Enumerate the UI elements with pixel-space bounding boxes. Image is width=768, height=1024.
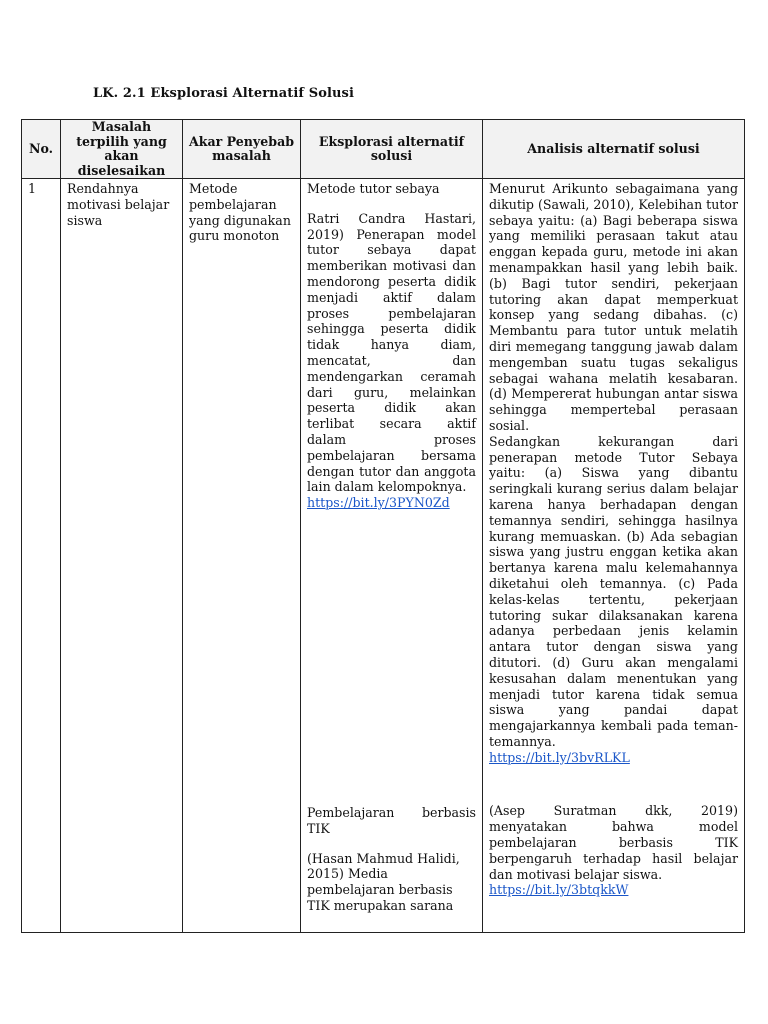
cell-masalah: Rendahnya motivasi belajar siswa: [61, 179, 183, 933]
analysis-link-1[interactable]: https://bit.ly/3bvRLKL: [489, 749, 630, 765]
header-akar: Akar Penyebab masalah: [183, 120, 301, 179]
analysis-weaknesses: Sedangkan kekurangan dari penerapan metode Tutor Sebaya yaitu: (a) Siswa yang dibantu seringkali kurang serius dalam belajar karena hanya berhadapan dengan temannya sendiri, sehingga hasilnya kurang memuaskan. (b) Ada sebagian siswa yang justru enggan ketika akan bertanya karena malu kelemahannya diketahui oleh temannya. (c) Pada kelas-kelas tertentu, pekerjaan tutoring sukar dilaksanakan karena adanya perbedaan jenis kelamin antara tutor dengan siswa yang ditutori. (d) Guru akan mengalami kesusahan dalam menentukan yang menjadi tutor karena tidak semua siswa yang pandai dapat mengajarkannya kembali pada teman-temannya.: [489, 433, 738, 749]
solution-a-body: Ratri Candra Hastari, 2019) Penerapan model tutor sebaya dapat memberikan motivasi dan mendorong peserta didik menjadi aktif dalam proses pembelajaran sehingga peserta didik tidak hanya diam, mencatat, dan mendengarkan ceramah dari guru, melainkan peserta didik akan terlibat secara aktif dalam proses pembelajaran bersama dengan tutor dan anggota lain dalam kelompoknya.: [307, 210, 476, 495]
header-masalah: Masalah terpilih yang akan diselesaikan: [61, 120, 183, 179]
analysis-tik: (Asep Suratman dkk, 2019) menyatakan bahwa model pembelajaran berbasis TIK berpengaruh terhadap hasil belajar dan motivasi belajar siswa.: [489, 803, 738, 882]
cell-no: 1: [22, 179, 61, 933]
solution-b-body: (Hasan Mahmud Halidi, 2015) Media pembelajaran berbasis TIK merupakan sarana: [307, 850, 460, 913]
header-analisis: Analisis alternatif solusi: [483, 120, 745, 179]
solution-a-link[interactable]: https://bit.ly/3PYN0Zd: [307, 495, 450, 511]
table-row: [22, 179, 745, 933]
header-no: No.: [22, 120, 61, 179]
cell-eksplorasi: [301, 179, 483, 933]
cell-akar: Metode pembelajaran yang digunakan guru monoton: [183, 179, 301, 933]
analysis-link-2[interactable]: https://bit.ly/3btqkkW: [489, 882, 629, 898]
analysis-strengths: Menurut Arikunto sebagaimana yang dikutip (Sawali, 2010), Kelebihan tutor sebaya yaitu: (a) Bagi beberapa siswa yang memiliki perasaan takut atau enggan kepada guru, metode ini akan menampakkan hasil yang lebih baik. (b) Bagi tutor sendiri, pekerjaan tutoring akan dapat memperkuat konsep yang sedang dibahas. (c) Membantu para tutor untuk melatih diri memegang tanggung jawab dalam mengemban suatu tugas sekaligus sebagai wahana melatih kesabaran. (d) Mempererat hubungan antar siswa sehingga mempertebal perasaan sosial.: [489, 181, 739, 433]
solution-table: [21, 119, 745, 933]
header-eksplorasi: Eksplorasi alternatif solusi: [301, 120, 483, 179]
solution-b-title: Pembelajaran berbasis TIK: [307, 804, 476, 836]
page-title: LK. 2.1 Eksplorasi Alternatif Solusi: [93, 86, 355, 101]
table-header-row: [22, 120, 745, 179]
solution-a-title: Metode tutor sebaya: [307, 181, 440, 196]
cell-analisis: [483, 179, 745, 933]
